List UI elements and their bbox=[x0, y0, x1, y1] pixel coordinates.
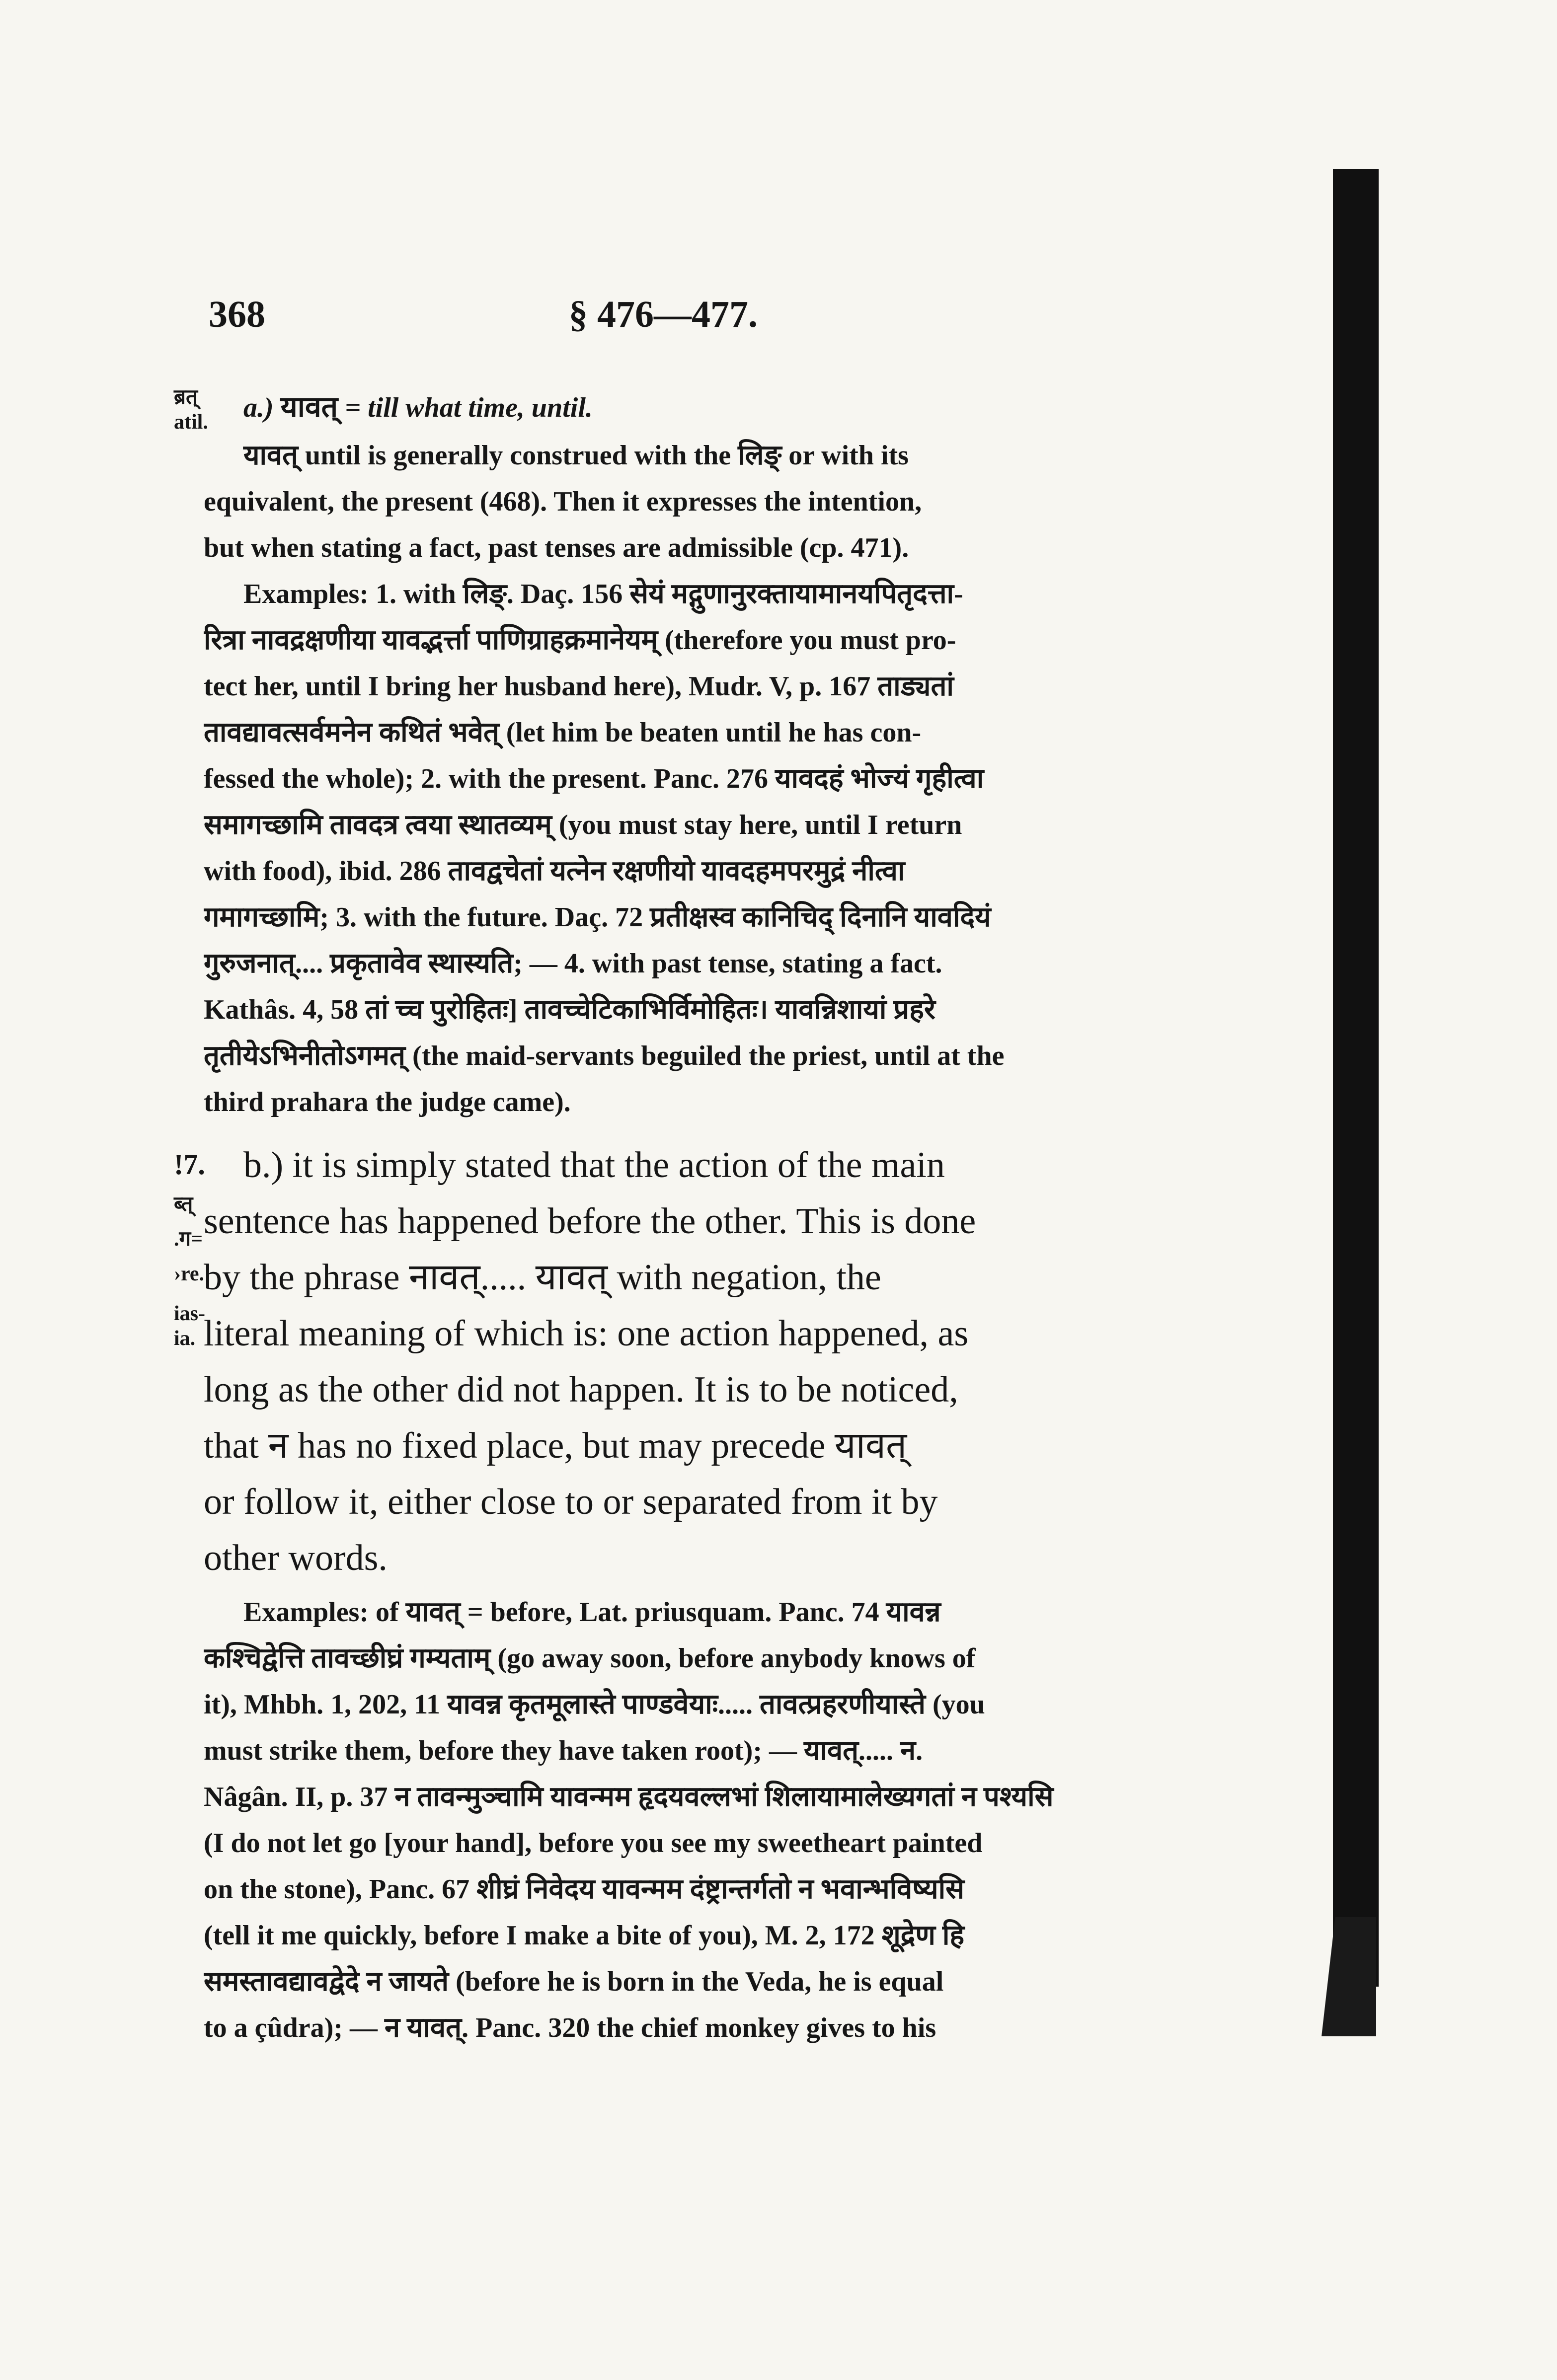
text-line: Examples: 1. with लिङ्. Daç. 156 सेयं मद्गुणानुरक्तायामानयपितृदत्ता- bbox=[243, 579, 963, 609]
text-line: गुरुजनात्.... प्रकृतावेव स्थास्यति; — 4. with past tense, stating a fact. bbox=[204, 948, 942, 979]
text-line: sentence has happened before the other. This is done bbox=[204, 1201, 976, 1242]
text-line: तृतीयेऽभिनीतोऽगमत् (the maid-servants beguiled the priest, until at the bbox=[204, 1041, 1005, 1071]
page-header bbox=[0, 293, 1341, 338]
page-number: 368 bbox=[209, 294, 265, 335]
text-line: यावत् until is generally construed with the लिङ् or with its bbox=[243, 439, 909, 471]
section-b-body bbox=[204, 1137, 1212, 1586]
text-line: कश्चिद्वेत्ति तावच्छीघ्रं गम्यताम् (go away soon, before anybody knows of bbox=[204, 1643, 976, 1674]
text-line: तावद्यावत्सर्वमनेन कथितं भवेत् (let him be beaten until he has con- bbox=[204, 717, 922, 748]
text-line: that न has no fixed place, but may precede यावत् bbox=[204, 1425, 907, 1466]
text-line: गमागच्छामि; 3. with the future. Daç. 72 प्रतीक्षस्व कानिचिद् दिनानि यावदियं bbox=[204, 902, 991, 933]
text-line: on the stone), Panc. 67 शीघ्रं निवेदय यावन्मम दंष्ट्रान्तर्गतो न भवान्भविष्यसि bbox=[204, 1874, 964, 1905]
text-line: b.) it is simply stated that the action of the main bbox=[243, 1145, 945, 1186]
text-line: (I do not let go [your hand], before you see my sweetheart painted bbox=[204, 1828, 983, 1859]
text-line: समस्तावद्यावद्वेदे न जायते (before he is born in the Veda, he is equal bbox=[204, 1966, 944, 1997]
text-line: but when stating a fact, past tenses are admissible (cp. 471). bbox=[204, 532, 909, 563]
section-a-gloss: = till what time, until. bbox=[345, 392, 593, 423]
text-line: by the phrase नावत्..... यावत् with negation, the bbox=[204, 1257, 881, 1298]
margin-note: ब्रत् bbox=[174, 386, 198, 409]
scan-edge-shadow-tail bbox=[1322, 1917, 1376, 2036]
text-line: Examples: of यावत् = before, Lat. priusquam. Panc. 74 यावन्न bbox=[243, 1597, 941, 1628]
text-line: third prahara the judge came). bbox=[204, 1087, 571, 1117]
text-line: equivalent, the present (468). Then it expresses the intention, bbox=[204, 486, 922, 517]
margin-note: ias- bbox=[174, 1302, 205, 1325]
text-line: Kathâs. 4, 58 तां च्च पुरोहितः] तावच्चेटिकाभिर्विमोहितः। यावन्निशायां प्रहरे bbox=[204, 994, 935, 1025]
text-line: रित्रा नावद्रक्षणीया यावद्भर्त्ता पाणिग्राहक्रमानेयम् (therefore you must pro- bbox=[204, 625, 956, 656]
text-line: with food), ibid. 286 तावद्वचेतां यत्नेन रक्षणीयो यावदहमपरमुद्रं नीत्वा bbox=[204, 856, 905, 887]
text-line: literal meaning of which is: one action happened, as bbox=[204, 1313, 969, 1354]
text-line: fessed the whole); 2. with the present. Panc. 276 यावदहं भोज्यं गृहीत्वा bbox=[204, 763, 984, 794]
margin-note: .ग= bbox=[174, 1228, 203, 1251]
section-a-heading bbox=[204, 383, 1212, 431]
text-line: other words. bbox=[204, 1538, 388, 1578]
text-line: Nâgân. II, p. 37 न तावन्मुञ्चामि यावन्मम हृदयवल्लभां शिलायामालेख्यगतां न पश्यसि bbox=[204, 1782, 1054, 1812]
text-line: it), Mhbh. 1, 202, 11 यावन्न कृतमूलास्ते पाण्डवेयाः..... तावत्प्रहरणीयास्ते (you bbox=[204, 1689, 985, 1720]
scan-edge-shadow bbox=[1333, 169, 1379, 1987]
margin-note: ब्त् bbox=[174, 1193, 193, 1216]
section-a-label: a.) bbox=[243, 392, 274, 423]
margin-note: atil. bbox=[174, 411, 208, 434]
section-a-term: यावत् bbox=[280, 389, 338, 424]
text-line: समागच्छामि तावदत्र त्वया स्थातव्यम् (you must stay here, until I return bbox=[204, 810, 962, 840]
text-line: (tell it me quickly, before I make a bite of you), M. 2, 172 शूद्रेण हि bbox=[204, 1920, 965, 1951]
text-line: or follow it, either close to or separated from it by bbox=[204, 1482, 938, 1522]
section-b-examples bbox=[204, 1589, 1212, 2051]
margin-note: ›re. bbox=[174, 1263, 205, 1285]
text-line: tect her, until I bring her husband here), Mudr. V, p. 167 ताड्यतां bbox=[204, 671, 954, 702]
section-a-body bbox=[204, 432, 1212, 1125]
text-line: long as the other did not happen. It is to be noticed, bbox=[204, 1369, 958, 1410]
section-range: § 476—477. bbox=[569, 294, 758, 335]
margin-note: ia. bbox=[174, 1327, 196, 1350]
text-line: must strike them, before they have taken root); — यावत्..... न. bbox=[204, 1735, 923, 1766]
margin-note: !7. bbox=[174, 1148, 205, 1181]
text-line: to a çûdra); — न यावत्. Panc. 320 the chief monkey gives to his bbox=[204, 2012, 936, 2043]
